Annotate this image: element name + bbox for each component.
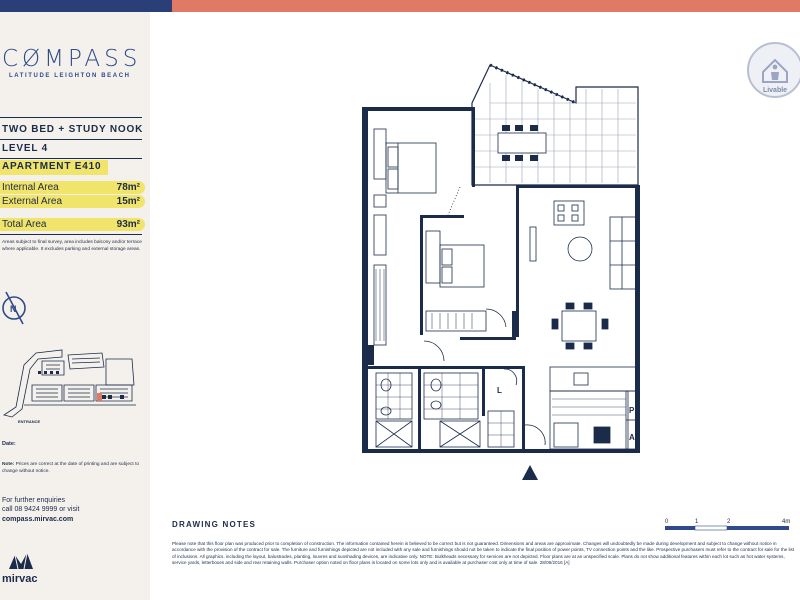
bathroom-1 — [376, 373, 412, 447]
price-note-label: Note: — [2, 462, 15, 467]
apartment-level: LEVEL 4 — [2, 143, 48, 154]
laundry — [488, 369, 545, 447]
developer-logo: mirvac — [2, 573, 38, 585]
lift-label: L — [497, 386, 502, 395]
living-room — [530, 201, 636, 349]
apartment-id: APARTMENT E410 — [2, 161, 102, 172]
total-area-row — [0, 218, 145, 231]
brand-name: CØMPASS — [2, 46, 142, 72]
livable-badge-label: Livable — [762, 87, 788, 94]
brand-logo — [0, 46, 150, 79]
air-label: A — [629, 433, 635, 442]
mirvac-logo-icon — [8, 550, 34, 570]
price-note — [2, 462, 144, 475]
entry-arrow-icon — [522, 465, 538, 480]
internal-area-value: 78m² — [116, 182, 140, 193]
site-plan-map — [2, 345, 142, 425]
drawing-notes-text: Please note that this floor plan was produced prior to completion of construction. The information contained herein is believed to be correct but is not guaranteed. Dimensions and areas are approximate. Changes will undoubtedly be made during development and subject to change without notice in accordance with the provision of the contract for sale. The furniture and furnishings depicted are not included with any sale and furnishings should not be taken to indicate the final position of power points, TV connection points and the like. Prospective purchasers must refer to the contract for sale for the list of inclusions. All graphics, including the layout, balustrades, planting, louvres and sunshading devices, are indicative only. NOTE: Bulkheads necessary for services are not depicted. Floor plans are at an unspecified scale. Plans do not show additional features within each lot such as hot water systems, service yards, letterboxes and side and rear retaining walls. Purchaser option noted on floor plans is located on some lots only and is available at purchaser cost only at time of sale. 28/09/2016 [A] — [172, 541, 795, 566]
svg-text:N: N — [10, 304, 17, 314]
scale-label-4m: 4m — [782, 519, 791, 525]
total-area-value: 93m² — [116, 219, 140, 230]
top-bar-blue — [0, 0, 172, 12]
apartment-type: TWO BED + STUDY NOOK — [2, 124, 144, 135]
internal-area-label: Internal Area — [2, 182, 59, 193]
enquiries-url[interactable]: compass.mirvac.com — [2, 516, 74, 523]
north-arrow-icon — [2, 288, 36, 328]
brand-subtitle: LATITUDE LEIGHTON BEACH — [9, 73, 131, 79]
enquiries-line-1: For further enquiries — [2, 497, 66, 504]
divider — [0, 234, 142, 235]
pantry-label: P — [629, 406, 635, 415]
floor-plan — [340, 55, 650, 485]
external-area-label: External Area — [2, 196, 63, 207]
scale-label-2: 2 — [727, 519, 731, 525]
balcony — [472, 65, 638, 185]
divider — [0, 158, 142, 159]
internal-area-row — [0, 181, 145, 194]
balcony-table — [498, 133, 546, 153]
area-note: Areas subject to final survey, area includes balcony and/or terrace where applicable. It excludes parking and external storage areas. — [2, 240, 142, 252]
divider — [0, 139, 142, 140]
total-area-label: Total Area — [2, 219, 47, 230]
divider — [0, 117, 142, 118]
scale-bar — [665, 516, 795, 532]
external-area-row — [0, 195, 145, 208]
bathroom-2 — [424, 373, 480, 447]
scale-label-0: 0 — [665, 519, 669, 525]
site-plan-entrance-label: ENTRANCE — [18, 419, 41, 424]
bedroom-1 — [374, 129, 460, 345]
livable-badge — [745, 40, 800, 100]
drawing-notes-title: DRAWING NOTES — [172, 520, 257, 529]
price-note-text: Prices are correct at the date of printing and are subject to change without notice. — [2, 462, 140, 474]
scale-label-1: 1 — [695, 519, 699, 525]
date-label: Date: — [2, 441, 16, 447]
bedroom-2 — [424, 231, 506, 361]
external-area-value: 15m² — [116, 196, 140, 207]
top-bar-red — [172, 0, 800, 12]
kitchen — [550, 367, 636, 449]
enquiries-line-2: call 08 9424 9999 or visit — [2, 506, 80, 513]
